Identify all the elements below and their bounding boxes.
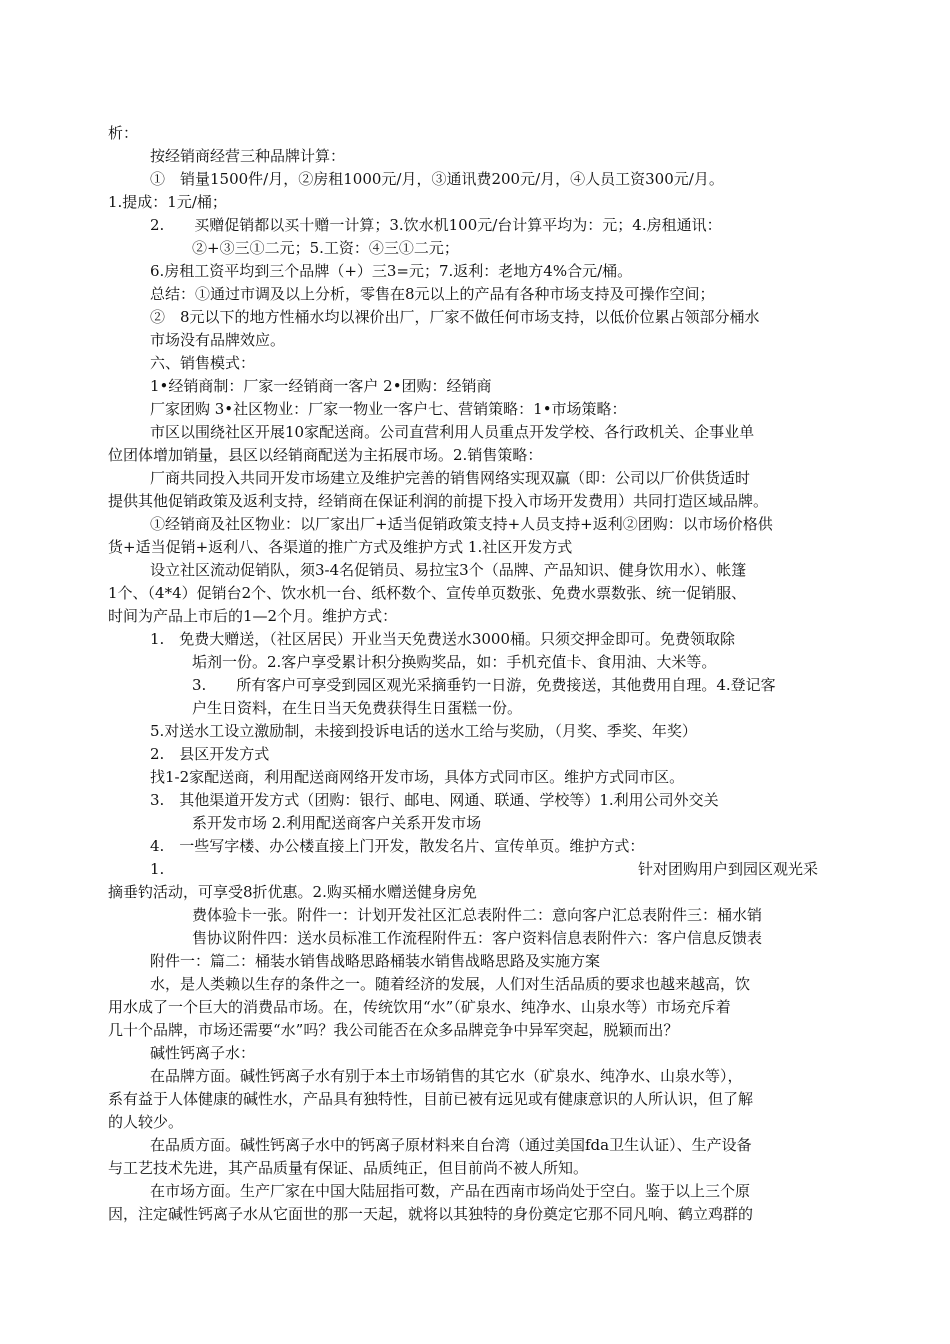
- text-line: 总结：①通过市调及以上分析，零售在8元以上的产品有各种市场支持及可操作空间；: [150, 285, 715, 303]
- text-line: 找1-2家配送商，利用配送商网络开发市场，具体方式同市区。维护方式同市区。: [150, 768, 685, 786]
- text-line: 摘垂钓活动，可享受8折优惠。2.购买桶水赠送健身房免: [108, 883, 477, 901]
- text-line: 2. 县区开发方式: [150, 745, 270, 763]
- text-line: 3. 其他渠道开发方式（团购：银行、邮电、网通、联通、学校等）1.利用公司外交关: [150, 791, 719, 809]
- text-line: 售协议附件四：送水员标准工作流程附件五：客户资料信息表附件六：客户信息反馈表: [192, 929, 763, 947]
- text-line: 水，是人类赖以生存的条件之一。随着经济的发展，人们对生活品质的要求也越来越高，饮: [150, 975, 751, 993]
- text-line: 1•经销商制：厂家一经销商一客户 2•团购：经销商: [150, 377, 492, 395]
- text-line: ②+③三①二元；5.工资：④三①二元；: [192, 239, 459, 257]
- section-heading: 碱性钙离子水：: [150, 1044, 256, 1062]
- text-line: 附件一：篇二：桶装水销售战略思路桶装水销售战略思路及实施方案: [150, 952, 601, 970]
- text-line: 费体验卡一张。附件一：计划开发社区汇总表附件二：意向客户汇总表附件三：桶水销: [192, 906, 763, 924]
- text-line: 5.对送水工设立激励制，未接到投诉电话的送水工给与奖励，（月奖、季奖、年奖）: [150, 722, 697, 740]
- text-line: 因，注定碱性钙离子水从它面世的那一天起，就将以其独特的身份奠定它那不同凡响、鹤立鸡群的: [108, 1205, 754, 1223]
- text-line: 提供其他促销政策及返利支持，经销商在保证利润的前提下投入市场开发费用）共同打造区域品牌。: [108, 492, 769, 510]
- text-line: 在品牌方面。碱性钙离子水有别于本土市场销售的其它水（矿泉水、纯净水、山泉水等），: [150, 1067, 743, 1085]
- text-line: 与工艺技术先进，其产品质量有保证、品质纯正，但目前尚不被人所知。: [108, 1159, 589, 1177]
- text-line: 系开发市场 2.利用配送商客户关系开发市场: [192, 814, 482, 832]
- text-line: 市场没有品牌效应。: [150, 331, 286, 349]
- text-line: 垢剂一份。2.客户享受累计积分换购奖品，如：手机充值卡、食用油、大米等。: [192, 653, 717, 671]
- text-line: 系有益于人体健康的碱性水，产品具有独特性，目前已被有远见或有健康意识的人所认识，但了解: [108, 1090, 754, 1108]
- text-line: 1.提成：1元/桶；: [108, 193, 227, 211]
- section-heading: 六、销售模式：: [150, 354, 256, 372]
- text-line: 1.: [150, 860, 165, 878]
- text-line: 位团体增加销量，县区以经销商配送为主拓展市场。2.销售策略：: [108, 446, 543, 464]
- text-line: 1个、（4*4）促销台2个、饮水机一台、纸杯数个、宣传单页数张、免费水票数张、统一促销服、: [108, 584, 747, 602]
- text-line: ② 8元以下的地方性桶水均以裸价出厂，厂家不做任何市场支持，以低价位累占领部分桶水: [150, 308, 760, 326]
- text-line: 1. 免费大赠送，（社区居民）开业当天免费送水3000桶。只须交押金即可。免费领取除: [150, 630, 735, 648]
- text-line: 设立社区流动促销队，须3-4名促销员、易拉宝3个（品牌、产品知识、健身饮用水）、帐篷: [150, 561, 747, 579]
- text-line: 在市场方面。生产厂家在中国大陆屈指可数，产品在西南市场尚处于空白。鉴于以上三个原: [150, 1182, 751, 1200]
- text-line: 用水成了一个巨大的消费品市场。在，传统饮用“水”（矿泉水、纯净水、山泉水等）市场充斥着: [108, 998, 731, 1016]
- text-line: 按经销商经营三种品牌计算：: [150, 147, 346, 165]
- text-line: ①经销商及社区物业：以厂家出厂+适当促销政策支持+人员支持+返利②团购：以市场价格供: [150, 515, 773, 533]
- text-line: 几十个品牌，市场还需要“水”吗？我公司能否在众多品牌竞争中异军突起，脱颖而出？: [108, 1021, 679, 1039]
- text-line: 货+适当促销+返利八、各渠道的推广方式及维护方式 1.社区开发方式: [108, 538, 573, 556]
- text-line: 厂家团购 3•社区物业：厂家一物业一客户七、营销策略：1•市场策略：: [150, 400, 627, 418]
- text-line: 3. 所有客户可享受到园区观光采摘垂钓一日游，免费接送，其他费用自理。4.登记客: [192, 676, 776, 694]
- text-line: 析：: [108, 124, 139, 142]
- text-line: 4. 一些写字楼、办公楼直接上门开发，散发名片、宣传单页。维护方式：: [150, 837, 645, 855]
- text-line: 针对团购用户到园区观光采: [638, 860, 819, 878]
- text-line: 厂商共同投入共同开发市场建立及维护完善的销售网络实现双赢（即：公司以厂价供货适时: [150, 469, 751, 487]
- text-line: 在品质方面。碱性钙离子水中的钙离子原材料来自台湾（通过美国fda卫生认证）、生产设备: [150, 1136, 752, 1154]
- text-line: 时间为产品上市后的1—2个月。维护方式：: [108, 607, 398, 625]
- text-line: 6.房租工资平均到三个品牌（+）三3=元；7.返利：老地方4%合元/桶。: [150, 262, 633, 280]
- text-line: ① 销量1500件/月，②房租1000元/月，③通讯费200元/月，④人员工资300元/月。: [150, 170, 724, 188]
- text-line: 的人较少。: [108, 1113, 184, 1131]
- text-line: 2. 买赠促销都以买十赠一计算；3.饮水机100元/台计算平均为：元；4.房租通讯：: [150, 216, 722, 234]
- text-line: 市区以围绕社区开展10家配送商。公司直营利用人员重点开发学校、各行政机关、企事业单: [150, 423, 755, 441]
- text-line: 户生日资料，在生日当天免费获得生日蛋糕一份。: [192, 699, 523, 717]
